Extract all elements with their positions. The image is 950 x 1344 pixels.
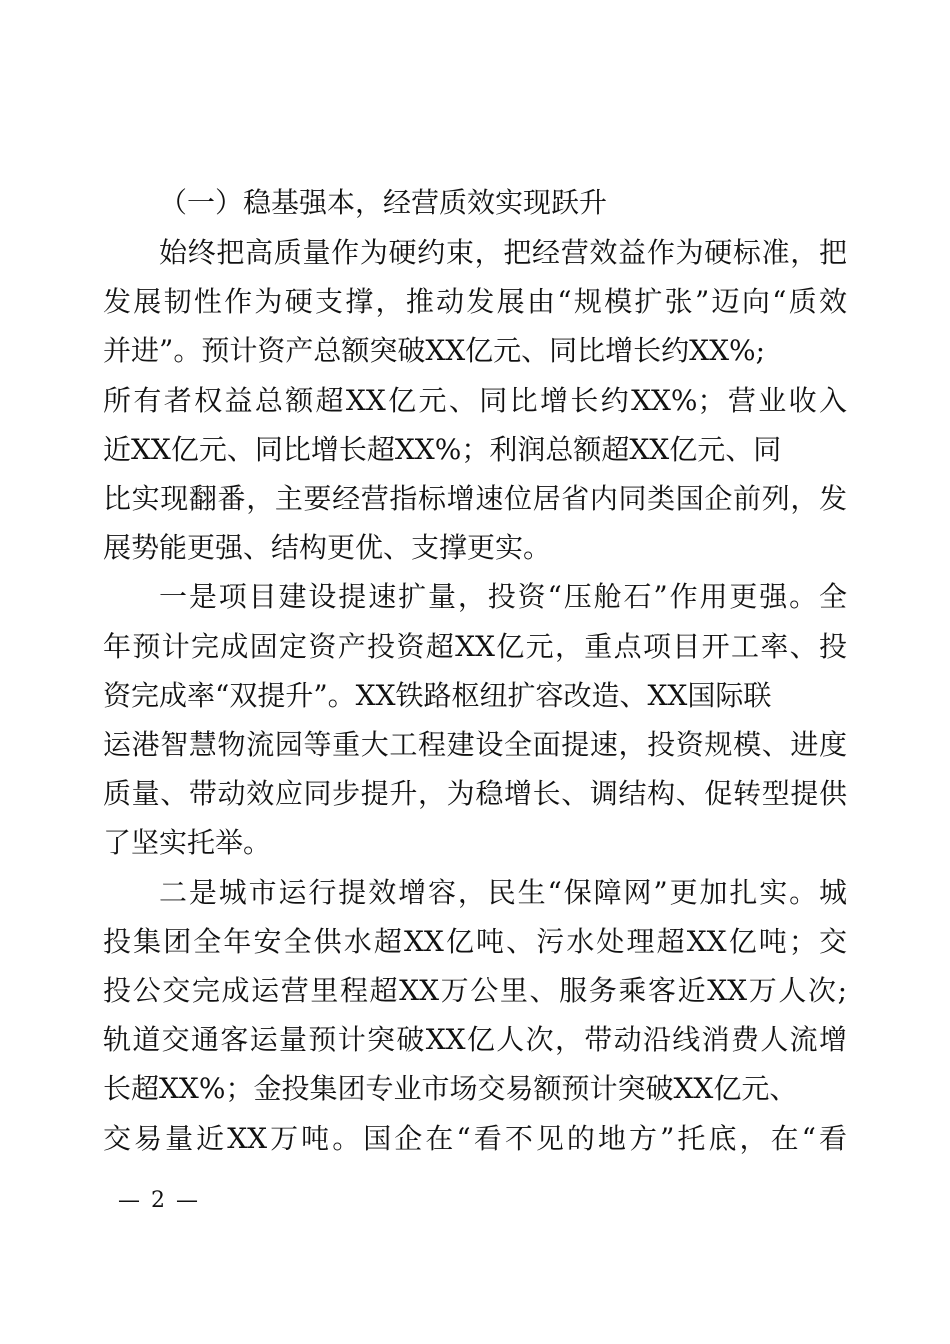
paragraph-1-line-1: 始终把高质量作为硬约束，把经营效益作为硬标准，把 [159, 236, 847, 269]
paragraph-1-line-4: 所有者权益总额超XX亿元、同比增长约XX%；营业收入 [103, 384, 847, 417]
paragraph-3-line-5: 长超XX%；金投集团专业市场交易额预计突破XX亿元、 [103, 1072, 798, 1105]
paragraph-2-line-1: 一是项目建设提速扩量，投资“压舱石”作用更强。全 [159, 580, 847, 613]
paragraph-1-line-6: 比实现翻番，主要经营指标增速位居省内同类国企前列，发 [103, 482, 847, 515]
paragraph-3-line-3: 投公交完成运营里程超XX万公里、服务乘客近XX万人次; [103, 974, 847, 1007]
paragraph-1-line-3: 并进”。预计资产总额突破XX亿元、同比增长约XX%; [103, 334, 766, 367]
page-number: — 2 — [118, 1188, 200, 1213]
paragraph-2-line-3: 资完成率“双提升”。XX铁路枢纽扩容改造、XX国际联 [103, 679, 772, 712]
paragraph-1-line-5: 近XX亿元、同比增长超XX%；利润总额超XX亿元、同 [103, 433, 782, 466]
paragraph-1-line-7: 展势能更强、结构更优、支撑更实。 [103, 531, 552, 564]
paragraph-2-line-4: 运港智慧物流园等重大工程建设全面提速，投资规模、进度 [103, 728, 847, 761]
paragraph-3-line-2: 投集团全年安全供水超XX亿吨、污水处理超XX亿吨；交 [103, 925, 847, 958]
paragraph-3-line-1: 二是城市运行提效增容，民生“保障网”更加扎实。城 [159, 876, 847, 909]
paragraph-1-line-2: 发展韧性作为硬支撑，推动发展由“规模扩张”迈向“质效 [103, 285, 847, 318]
paragraph-3-line-6: 交易量近XX万吨。国企在“看不见的地方”托底，在“看 [103, 1122, 847, 1155]
section-heading: （一）稳基强本，经营质效实现跃升 [159, 186, 608, 219]
paragraph-2-line-2: 年预计完成固定资产投资超XX亿元，重点项目开工率、投 [103, 630, 847, 663]
paragraph-2-line-5: 质量、带动效应同步提升，为稳增长、调结构、促转型提供 [103, 777, 847, 810]
paragraph-3-line-4: 轨道交通客运量预计突破XX亿人次，带动沿线消费人流增 [103, 1023, 847, 1056]
paragraph-2-line-6: 了坚实托举。 [103, 826, 272, 859]
